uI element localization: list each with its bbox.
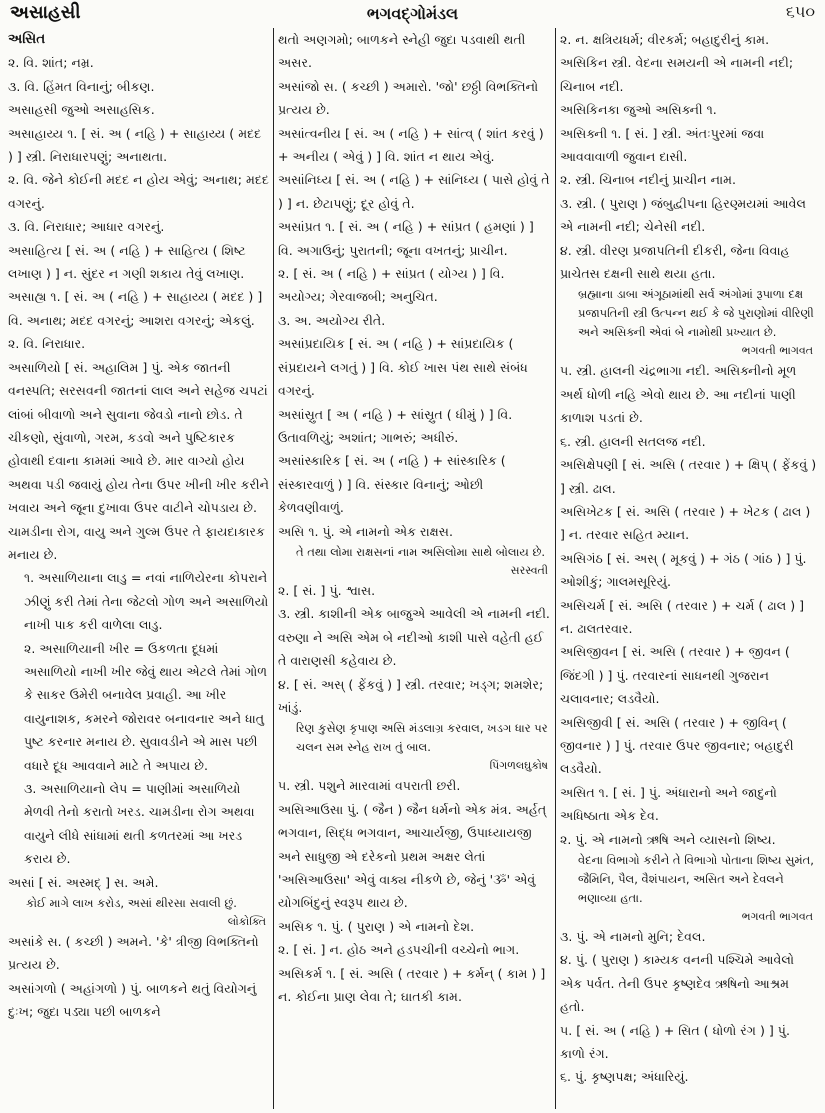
dictionary-entry: ૫. [ સં. અ ( નહિ ) + સિત ( ધોળો રંગ ) ] પું. કાળો રંગ.: [560, 1022, 790, 1062]
sub-entry: ૨. અસાળિયાની ખીર = ઉકળતા દૂધમાં અસાળિયો નાખી ખીર જેવું થાય એટલે તેમાં ગોળ કે સાકર ઉમેરી બનાવેલ પ્રવાહી. આ ખીર વાયુનાશક, કમરને જોરાવર બનાવનાર અને ધાતુ પુષ્ટ કરનાર મનાય છે. સુવાવડીને એ માસ પછી વધારે દૂધ આવવાને માટે તે અપાય છે.: [24, 640, 268, 773]
dictionary-entry: અસિખેટક [ સં. અસિ ( તરવાર ) + ખેટક ( ઢાલ ) ] ન. તરવાર સહિત મ્યાન.: [560, 503, 811, 543]
dictionary-entry: અસાં [ સં. અસ્મદ્ ] સ. અમે.: [8, 874, 159, 890]
dictionary-entry: અસિત ૧. [ સં. ] પું. અંધારાનો અને જાદુનો અધિષ્ઠાતા એક દેવ.: [560, 784, 777, 824]
dictionary-entry: ૩. સ્ત્રી. કાશીની એક બાજુએ આવેલી એ નામની નદી. વરુણા ને અસિ એમ બે નદીઓ કાશી પાસે વહેતી હઈ તે વારાણસી કહેવાય છે.: [278, 606, 550, 669]
citation-source: પિંગળલઘુકોષ: [489, 759, 548, 773]
dictionary-entry: થતો અણગમો; બાળકને સ્નેહી જુદા પડવાથી થતી અસર.: [278, 32, 526, 71]
dictionary-entry: અસાંનિધ્ય [ સં. અ ( નહિ ) + સાંનિધ્ય ( પાસે હોવું તે ) ] ન. છેટાપણું; દૂર હોવું તે.: [278, 172, 550, 211]
dictionary-entry: ૪. પું. ( પુરાણ ) કામ્યક વનની પશ્ચિમે આવેલો એક પર્વત. તેની ઉપર કૃષ્ણદેવ ઋષિનો આશ્રમ હતો.: [560, 952, 795, 1015]
dictionary-entry: અસાળિયો [ સં. અહાલિમ ] પું. એક જાતની વનસ્પતિ; સરસવની જાતનાં લાલ અને સહેજ ચપટાં લાંબાં બીવાળો અને સુવાના જેવડો નાનો છોડ. તે ચીકણો, સુંવાળો, ગરમ, કડવો અને પુષ્ટિકારક હોવાથી દવાના કામમાં આવે છે. માર વાગ્યો હોય અથવા પડી જવાયું હોય તેના ઉપર ખીની ખીર કરીને ખવાય અને જૂના દુખાવા ઉપર વાટીને ચોપડાય છે. ચામડીના રોગ, વાયુ અને ગુલ્મ ઉપર તે ફાયદાકારક મનાય છે.: [8, 359, 269, 562]
dictionary-entry: ૨. વિ. નિરાધાર.: [8, 336, 86, 352]
citation-source: ભગવતી ભાગવત: [741, 910, 813, 923]
dictionary-title: ભગવદ્ગોમંડલ: [366, 4, 459, 23]
dictionary-entry: અસાંસ્કારિક [ સં. અ ( નહિ ) + સાંસ્કારિક ( સંસ્કારવાળું ) ] વિ. સંસ્કાર વિનાનું; ઓછી કેળવણીવાળું.: [278, 453, 506, 516]
dictionary-entry: અસાંપ્રત ૧. [ સં. અ ( નહિ ) + સાંપ્રત ( હમણાં ) ] વિ. અગાઉનું; પુરાતની; જૂના વખતનું; પ્રાચીન.: [278, 219, 534, 258]
dictionary-entry: અસિજીવન [ સં. અસિ ( તરવાર ) + જીવન ( જિંદગી ) ] પું. તરવારનાં સાધનથી ગુજરાન ચલાવનાર; લડવૈયો.: [560, 644, 790, 707]
dictionary-entry: ૨. [ સં. અ ( નહિ ) + સાંપ્રત ( યોગ્ય ) ] વિ. અયોગ્ય; ગેરવાજબી; અનુચિત.: [278, 266, 505, 305]
dictionary-entry: અસાહાય્ય ૧. [ સં. અ ( નહિ ) + સાહાય્ય ( મદદ ) ] સ્ત્રી. નિરાધારપણું; અનાથતા.: [8, 125, 262, 165]
citation-source: સરસ્વતી: [510, 563, 548, 577]
dictionary-entry: અસાહસી જુઓ અસાહસિક.: [8, 102, 155, 118]
dictionary-entry: ૬. સ્ત્રી. હાલની સતલજ નદી.: [560, 433, 706, 449]
dictionary-entry: અસાંકે સ. ( કચ્છી ) અમને. 'કે' ત્રીજી વિભક્તિનો પ્રત્યય છે.: [8, 934, 259, 973]
citation-quote: વેદના વિભાગો કરીને તે વિભાગો પોતાના શિષ્ય સુમંત, જૈમિનિ, પૈલ, વૈશંપાયન, અસિત અને દેવલને ભણાવ્યા હતા.: [578, 853, 814, 905]
page-number: ૬૫૦: [785, 2, 815, 21]
dictionary-entry: ૨. વિ. જેને કોઈની મદદ ન હોય એવું; અનાથ; મદદ વગરનું.: [8, 172, 269, 211]
headword: અસિત: [8, 31, 46, 47]
dictionary-entry: ૨. પું. એ નામનો ઋષિ અને વ્યાસનો શિષ્ય.: [560, 831, 776, 847]
dictionary-entry: ૩. અ. અયોગ્ય રીતે.: [278, 312, 386, 328]
dictionary-entry: અસિઆઉસા પું. ( જૈન ) જૈન ધર્મનો એક મંત્ર. અર્હત્ ભગવાન, સિદ્ધ ભગવાન, આચાર્યજી, ઉપાધ્યાયજી અને સાધુજી એ દરેકનો પ્રથમ અક્ષર લેતાં 'અસિઆઉસા' એવું વાક્ય નીકળે છે, જેનું 'ૐ' એવું યોગબિંદુનું સ્વરૂપ થાય છે.: [278, 801, 547, 911]
sub-entry: ૩. અસાળિયાનો લેપ = પાણીમાં અસાળિયો મેળવી તેનો કરાતો ખરડ. ચામડીના રોગ અથવા વાયુને લીધે સાંધામાં થતી કળતરમાં આ ખરડ કરાય છે.: [24, 781, 255, 867]
dictionary-entry: અસાંગળો ( અહાંગળો ) પું. બાળકને થતું વિયોગનું દુઃખ; જુદા પડ્યા પછી બાળકને: [8, 980, 257, 1020]
dictionary-entry: ૫. સ્ત્રી. હાલની ચંદ્રભાગા નદી. અસિક્નીનો મૂળ અર્થ ધોળી નહિ એવો થાય છે. આ નદીનાં પાણી કાળાશ પડતાં છે.: [560, 363, 797, 426]
sub-entry: ૧. અસાળિયાના લાડુ = નવાં નાળિયેરના કોપરાને ઝીણું કરી તેમાં તેના જેટલો ગોળ અને અસાળિયો નાખી પાક કરી વાળેલા લાડુ.: [24, 570, 269, 633]
dictionary-entry: અસાહ્ય ૧. [ સં. અ ( નહિ ) + સાહાય્ય ( મદદ ) ] વિ. અનાથ; મદદ વગરનું; આશરા વગરનું; એકલું.: [8, 289, 263, 328]
dictionary-entry: ૨. વિ. શાંત; નમ્ર.: [8, 55, 94, 71]
dictionary-entry: અસિગંઠ [ સં. અસ્ ( મૂકવું ) + ગંઠ ( ગાંઠ ) ] પું. ઓશીકું; ગાલમસૂરિયું.: [560, 550, 807, 590]
citation-quote: રિણ કુસેણ કૃપાણ અસિ મંડલાગ્ર કરવાલ, ખડગ ધાર પર ચલન સમ સ્નેહ રાખ તું બાલ.: [296, 721, 548, 755]
dictionary-entry: અસિકિન સ્ત્રી. વેદના સમયની એ નામની નદી; ચિનાબ નદી.: [560, 55, 794, 94]
page-header: [10, 2, 815, 28]
dictionary-entry: અસાંત્વનીય [ સં. અ ( નહિ ) + સાંત્વ્ ( શાંત કરવું ) + અનીય ( એવું ) ] વિ. શાંત ન થાય એવું.: [278, 125, 544, 165]
dictionary-entry: ૩. વિ. હિંમત વિનાનું; બીકણ.: [8, 78, 155, 94]
dictionary-entry: અસિજીવી [ સં. અસિ ( તરવાર ) + જીવિન્ ( જીવનાર ) ] પું. તરવાર ઉપર જીવનાર; બહાદુરી લડવૈયો.: [560, 714, 794, 777]
dictionary-entry: અસાંજો સ. ( કચ્છી ) અમારો. 'જો' છઠ્ઠી વિભક્તિનો પ્રત્યય છે.: [278, 78, 539, 118]
dictionary-entry: અસિચર્મ [ સં. અસિ ( તરવાર ) + ચર્મ ( ઢાલ ) ] ન. ઢાલતરવાર.: [560, 597, 805, 636]
dictionary-entry: ૨. સ્ત્રી. ચિનાબ નદીનું પ્રાચીન નામ.: [560, 172, 737, 188]
dictionary-entry: ૨. ન. ક્ષત્રિયધર્મ; વીરકર્મ; બહાદુરીનું કામ.: [560, 32, 770, 47]
dictionary-entry: અસિકિનકા જુઓ અસિક્ની ૧.: [560, 102, 717, 118]
column-1: [8, 28, 270, 1109]
dictionary-entry: અસાહિત્ય [ સં. અ ( નહિ ) + સાહિત્ય ( શિષ્ટ લખાણ ) ] ન. સુંદર ન ગણી શકાય તેવું લખાણ.: [8, 242, 246, 282]
dictionary-entry: અસિક ૧. પું. ( પુરાણ ) એ નામનો દેશ.: [278, 918, 475, 934]
citation-quote: કોઈ માગે લાખ કરોડ, અસાં થીરસા સવાલી છું.: [26, 896, 237, 911]
dictionary-entry: અસિક્ની ૧. [ સં. ] સ્ત્રી. અંતઃપુરમાં જવા આવવાવાળી જુવાન દાસી.: [560, 125, 765, 165]
guide-word-left: અસાહસી: [10, 2, 81, 23]
dictionary-entry: ૨. [ સં. ] પું. શ્વાસ.: [278, 582, 376, 598]
dictionary-entry: ૩. પું. એ નામનો મુનિ; દેવલ.: [560, 929, 706, 944]
column-2: [278, 28, 552, 1109]
dictionary-entry: અસિક્ષેપણી [ સં. અસિ ( તરવાર ) + ક્ષિપ્ ( ફેંકવું ) ] સ્ત્રી. ઢાલ.: [560, 457, 817, 496]
dictionary-entry: ૩. વિ. નિરાધાર; આધાર વગરનું.: [8, 219, 165, 235]
dictionary-entry: ૩. સ્ત્રી. ( પુરાણ ) જંબુદ્વીપના હિરણ્મયમાં આવેલ એ નામની નદી; ચેનેસી નદી.: [560, 195, 806, 235]
dictionary-body: [8, 28, 817, 1109]
dictionary-entry: અસાંસ્રુત [ અ ( નહિ ) + સાંસ્રુત ( ધીમું ) ] વિ. ઉતાવળિયું; અશાંત; ગાભરું; અધીરું.: [278, 406, 513, 445]
dictionary-entry: ૪. [ સં. અસ્ ( ફેંકવું ) ] સ્ત્રી. તરવાર; ખડ્ગ; શમશેર; ખાંડું.: [278, 676, 544, 715]
dictionary-entry: અસાંપ્રદાયિક [ સં. અ ( નહિ ) + સાંપ્રદાયિક ( સંપ્રદાયને લગતું ) ] વિ. કોઈ ખાસ પંથ સાથે સંબંધ વગરનું.: [278, 336, 528, 399]
citation-source: લોકોક્તિ: [227, 915, 266, 929]
dictionary-entry: અસિકર્મ ૧. [ સં. અસિ ( તરવાર ) + કર્મન્ ( કામ ) ] ન. કોઈના પ્રાણ લેવા તે; ઘાતકી કામ.: [278, 965, 546, 1005]
dictionary-entry: ૬. પું. કૃષ્ણપક્ષ; અંધારિયું.: [560, 1069, 689, 1085]
citation-quote: બ્રહ્માના ડાબા અંગૂઠામાંથી સર્વ અંગોમાં રૂપાળા દક્ષ પ્રજાપતિની સ્ત્રી ઉત્પન્ન થઈ કે જે પુરાણોમાં વીરિણી અને અસિક્ની એવાં બે નામોથી પ્રખ્યાત છે.: [578, 287, 814, 340]
dictionary-entry: ૨. [ સં. ] ન. હોઠ અને હડપચીની વચ્ચેનો ભાગ.: [278, 942, 520, 958]
dictionary-entry: ૪. સ્ત્રી. વીરણ પ્રજાપતિની દીકરી, જેના વિવાહ પ્રાચેતસ દક્ષની સાથે થયા હતા.: [560, 242, 790, 282]
citation-source: ભગવતી ભાગવત: [741, 344, 813, 358]
dictionary-entry: ૫. સ્ત્રી. પશુને મારવામાં વપરાતી છરી.: [278, 778, 461, 794]
column-3: [560, 28, 817, 1109]
citation-quote: તે તથા લોમા રાક્ષસનાં નામ અસિલોમા સાથે બોલાય છે.: [296, 544, 546, 559]
dictionary-entry: અસિ ૧. પું. એ નામનો એક રાક્ષસ.: [278, 523, 454, 539]
